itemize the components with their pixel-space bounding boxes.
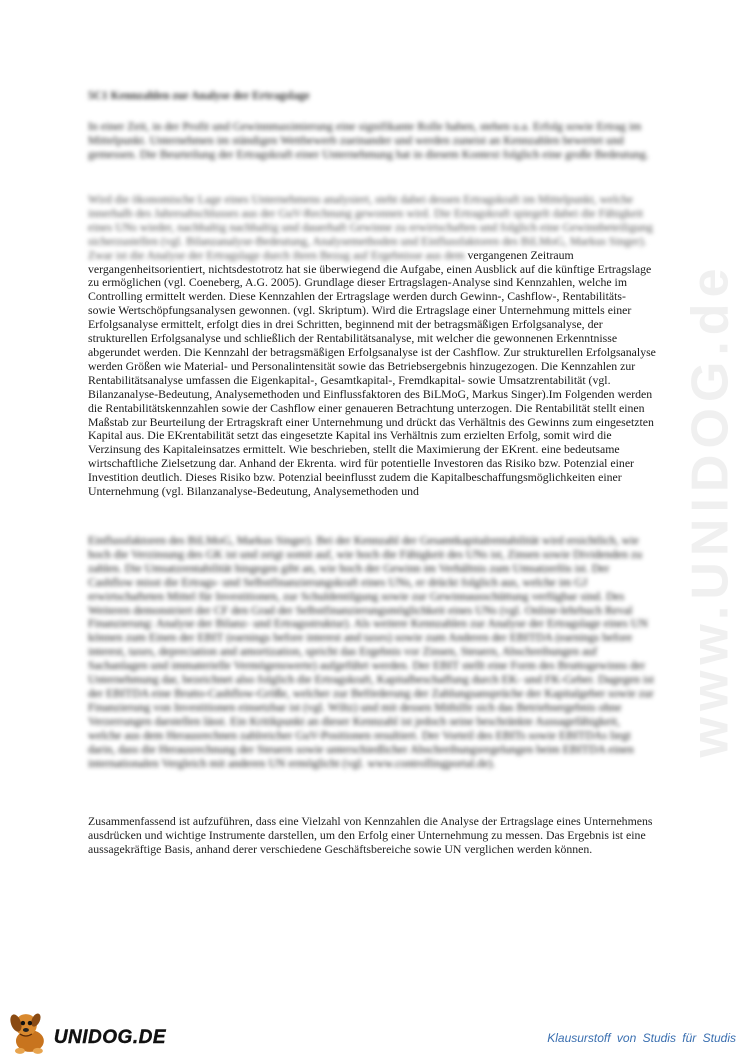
- unidog-logo[interactable]: [6, 1005, 166, 1055]
- paragraph-ertragslage-visible: vergangenen Zeitraum vergangenheitsorientiert, nichtsdestotrotz hat sie überwiegend die Aufgabe, einen Ausblick auf die künftige Ertragslage zu ermöglichen (vgl. Coeneberg, A.G. 2005). Grundlage dieser Ertragslagen-Analyse sind Kennzahlen, welche im Controlling ermittelt werden. Diese Kennzahlen der Ertragslage werden durch Gewinn-, Cashflow-, Rentabilitäts- sowie Wertschöpfungsanalysen gewonnen. (vgl. Skriptum). Wird die Ertragslage einer Unternehmung mittels einer Erfolgsanalyse ermittelt, erfolgt dies in drei Schritten, beginnend mit der betragsmäßigen Erfolgsanalyse, der strukturellen Erfolgsanalyse und schließlich der Rentabilitätsanalyse, mit welcher die gewonnenen Erkenntnisse abgerundet werden. Die Kennzahl der betragsmäßigen Erfolgsanalyse ist der Cashflow. Zur strukturellen Erfolgsanalyse werden Größen wie Material- und Personalintensität sowie das Betriebsergebnis hinzugezogen. Die Kennzahlen zur Rentabilitätsanalyse umfassen die Eigenkapital-, Gesamtkapital-, Fremdkapital- sowie Umsatzrentabilität (vgl. Bilanzanalyse-Bedeutung, Analysemethoden und Einflussfaktoren des BiLMoG, Markus Singer).Im Folgenden werden die Rentabilitätskennzahlen sowie der Cashflow einer genaueren Betrachtung unterzogen. Die Rentabilität stellt einen Maßstab zur Beurteilung der Ertragskraft einer Unternehmung und drückt das Verhältnis des Gewinns zum eingesetzten Kapital aus. Die EKrentabilität setzt das eingesetzte Kapital ins Verhältnis zum erzielten Erfolg, somit wird die Verzinsung des Kapitaleinsatzes ermittelt. Wie beschrieben, stellt die Maximierung der EKrent. eine bedeutsame wirtschaftliche Zielsetzung dar. Anhand der Ekrenta. wird für potentielle Investoren das Risiko bzw. Potenzial einer Investition deutlich. Dieses Risiko bzw. Potenzial beeinflusst zudem die Kapitalbeschaffungsmöglichkeiten einer Unternehmung (vgl. Bilanzanalyse-Bedeutung, Analysemethoden und: [88, 247, 656, 499]
- paragraph-cashflow-ebit: Einflussfaktoren des BiLMoG, Markus Singer). Bei der Kennzahl der Gesamtkapitalrentabilität wird ersichtlich, wie hoch die Verzinsung des GK ist und zeigt somit auf, wie hoch die Fähigkeit des UNs ist, Zinsen sowie Dividenden zu zahlen. Die Umsatzrentabilität hingegen gibt an, wie hoch der Gewinn im Verhältnis zum Umsatzerlös ist. Der Cashflow misst die Ertrags- und Selbstfinanzierungskraft eines UNs, er drückt folglich aus, welche im GJ erwirtschafteten Mittel für Investitionen, zur Schuldentilgung sowie zur Gewinnausschüttung verfügbar sind. Des Weiteren demonstriert der CF den Grad der Selbstfinanzierungsmöglichkeit eines UNs (vgl. Online-lehrbuch Reval Finanzierung: Analyse der Bilanz- und Ertragsstruktur). Als weitere Kennzahlen zur Analyse der Ertragslage eines UN können zum Einen der EBIT (earnings before interest and taxes) sowie zum Anderen der EBITDA (earnings before interest, taxes, depreciation and amortization, spricht das Ergebnis vor Zinsen, Steuern, Abschreibungen auf Sachanlagen und immaterielle Vermögenswerte) aufgeführt werden. Der EBIT stellt eine Form des Bruttogewinns der Unternehmung dar, bezeichnet also folglich die Ertragskraft, Kapitalbeschaffung durch EK- und FK-Geber. Dagegen ist der EBITDA eine Brutto-Cashflow-Größe, welcher zur Beförderung der Zahlungsansprüche der Kapitalgeber sowie zur Finanzierung von Investitionen einsetzbar ist (vgl. Wiltz) und mit dessen Mithilfe sich das Betriebsergebnis ohne Verzerrungen darstellen lässt. Ein Kritikpunkt an dieser Kennzahl ist jedoch seine beschränkte Aussagefähigkeit, welche aus dem Herausrechnen zahlreicher GuV-Positionen resultiert. Der Vorteil des EBITs sowie EBITDAs liegt darin, dass die Herausrechnung der Steuern sowie unterschiedlicher Abschreibungsregelungen beim EBITDA einen internationalen Vergleich mit anderen UN ermöglicht (vgl. www.controllingportal.de).: [88, 533, 655, 770]
- section-heading: 5C1 Kennzahlen zur Analyse der Ertragslage: [88, 90, 310, 102]
- paragraph-conclusion: Zusammenfassend ist aufzuführen, dass eine Vielzahl von Kennzahlen die Analyse der Ertragslage eines Unternehmens ausdrücken und wichtige Instrumente darstellen, um den Erfolg einer Unternehmung zu messen. Das Ergebnis ist eine aussagekräftige Basis, anhand derer verschiedene Geschäftsbereiche sowie UN verglichen werden können.: [88, 814, 653, 856]
- paragraph-ertragslage-blurred: Wird die ökonomische Lage eines Unternehmens analysiert, steht dabei dessen Ertragskraft im Mittelpunkt, welche innerhalb des Jahresabschlusses aus der GuV-Rechnung gewonnen wird. Die Ertragskraft spiegelt dabei die Fähigkeit eines UNs wieder, nachhaltig nachhaltig und dauerhaft Gewinne zu erwirtschaften und folglich eine Gewinnbeteiligung sicherzustellen (vgl. Bilanzanalyse-Bedeutung, Analysemethoden und Einflussfaktoren des BiLMoG, Markus Singer). Zwar ist die Analyse der Ertragslage durch ihren Bezug auf Ergebnisse aus dem: [88, 192, 653, 262]
- watermark-text: www.UNIDOG.de: [681, 262, 739, 758]
- paragraph-ertragslage: [88, 193, 656, 499]
- footer-tagline: Klausurstoff von Studis für Studis: [547, 1031, 736, 1045]
- paragraph-intro: In einer Zeit, in der Profit und Gewinnmaximierung eine signifikante Rolle haben, stehen u.a. Erfolg sowie Ertrag im Mittelpunkt. Unternehmen im ständigen Wettbewerb zueinander und werden zuneist an Kennzahlen bewertet und gemessen. Die Beurteilung der Ertragskraft einer Unternehmung hat in diesem Kontext folglich eine große Bedeutung.: [88, 119, 649, 161]
- logo-text: UNIDOG.DE: [53, 1027, 166, 1048]
- dog-mascot-icon: [6, 1007, 52, 1055]
- watermark: [655, 262, 750, 758]
